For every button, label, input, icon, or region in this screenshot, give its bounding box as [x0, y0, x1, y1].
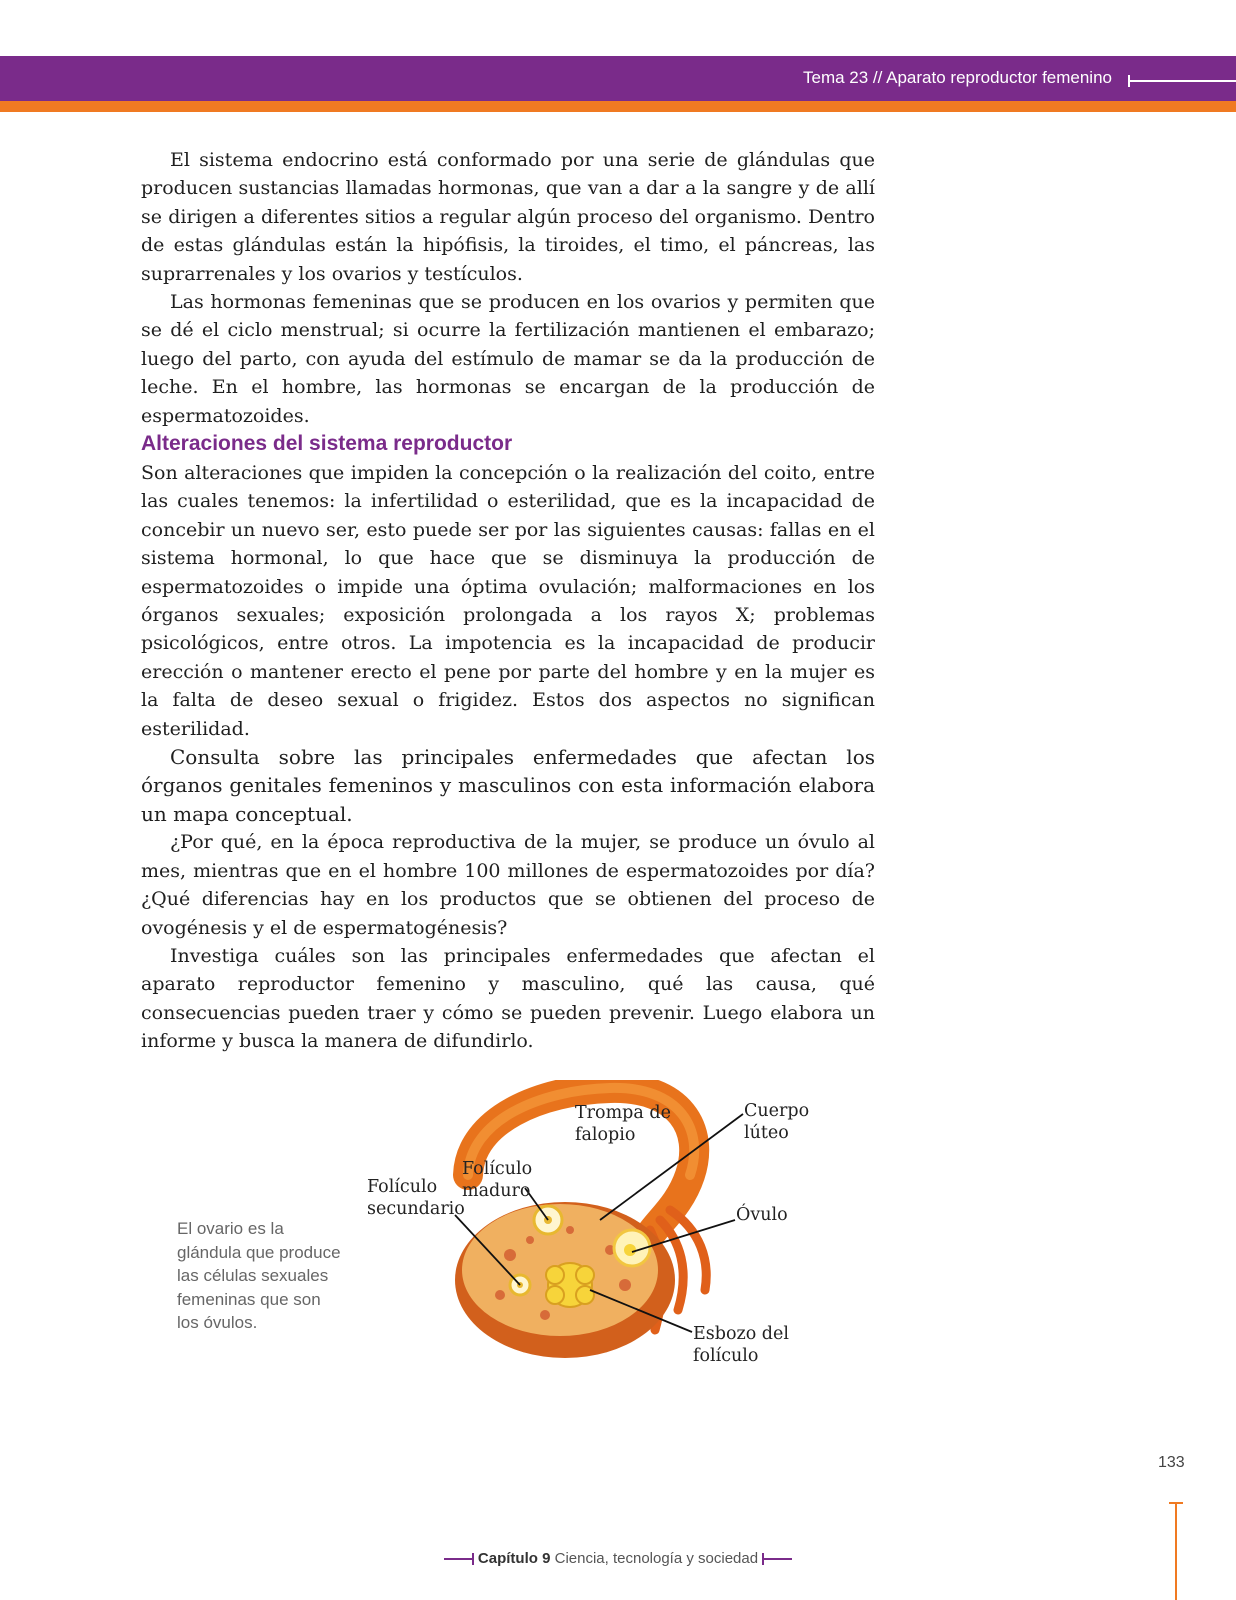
section-paragraph-2: Consulta sobre las principales enfermedades que afectan los órganos genitales femeninos y masculinos con esta información elabora un mapa conceptual.: [141, 745, 875, 826]
footer-chapter: Capítulo 9: [477, 1550, 551, 1567]
header-rule-tick: [1128, 75, 1130, 87]
label-ovulo: Óvulo: [736, 1205, 788, 1225]
footer: [0, 1550, 1236, 1567]
figure-caption: El ovario es la glándula que produce las células sexuales femeninas que son los óvulos.: [177, 1219, 341, 1332]
section-paragraph-3: ¿Por qué, en la época reproductiva de la mujer, se produce un óvulo al mes, mientras que en el hombre 100 millones de espermatozoides por día? ¿Qué diferencias hay en los productos que se obtienen del proceso de ovogénesis y el de espermatogénesis?: [141, 831, 875, 939]
footer-title: Ciencia, tecnología y sociedad: [554, 1550, 759, 1567]
section-heading: Alteraciones del sistema reproductor: [141, 432, 513, 455]
label-foliculo-maduro: Folículo maduro: [462, 1159, 533, 1201]
section-paragraph-1: Son alteraciones que impiden la concepción o la realización del coito, entre las cuales tenemos: la infertilidad o esterilidad, que es la incapacidad de concebir un nuevo ser, esto puede ser por las siguientes causas: fallas en el sistema hormonal, lo que hace que se disminuya la producción de espermatozoides o impide una óptima ovulación; malformaciones en los órganos sexuales; exposición prolongada a los rayos X; problemas psicológicos, entre otros. La impotencia es la incapacidad de producir erección o mantener erecto el pene por parte del hombre y en la mujer es la falta de deseo sexual o frigidez. Estos dos aspectos no significan esterilidad.: [141, 462, 875, 740]
intro-paragraph-1: El sistema endocrino está conformado por una serie de glándulas que producen sustancias llamadas hormonas, que van a dar a la sangre y de allí se dirigen a diferentes sitios a regular algún proceso del organismo. Dentro de estas glándulas están la hipófisis, la tiroides, el timo, el páncreas, las suprarrenales y los ovarios y testículos.: [141, 149, 875, 285]
label-trompa: Trompa de falopio: [575, 1103, 671, 1145]
label-foliculo-secundario: Folículo secundario: [367, 1177, 465, 1219]
ovary-figure: [360, 1080, 840, 1380]
footer-right-bar: [762, 1558, 792, 1560]
section-paragraph-4: Investiga cuáles son las principales enfermedades que afectan el aparato reproductor femenino y masculino, qué las causa, qué consecuencias pueden traer y cómo se pueden prevenir. Luego elabora un informe y busca la manera de difundirlo.: [141, 944, 875, 1053]
header-rule: [1128, 80, 1236, 82]
page-number: 133: [1158, 1454, 1185, 1471]
label-cuerpo-luteo: Cuerpo lúteo: [744, 1101, 810, 1143]
header-title: Tema 23 // Aparato reproductor femenino: [802, 68, 1112, 87]
footer-left-bar: [444, 1558, 474, 1560]
intro-text: [141, 146, 875, 430]
header-accent-stripe: [0, 101, 1236, 112]
section-text: [141, 459, 875, 1056]
label-esbozo-foliculo: Esbozo del folículo: [693, 1324, 789, 1366]
intro-paragraph-2: Las hormonas femeninas que se producen en los ovarios y permiten que se dé el ciclo menstrual; si ocurre la fertilización mantienen el embarazo; luego del parto, con ayuda del estímulo de mamar se da la producción de leche. En el hombre, las hormonas se encargan de la producción de espermatozoides.: [141, 291, 875, 427]
